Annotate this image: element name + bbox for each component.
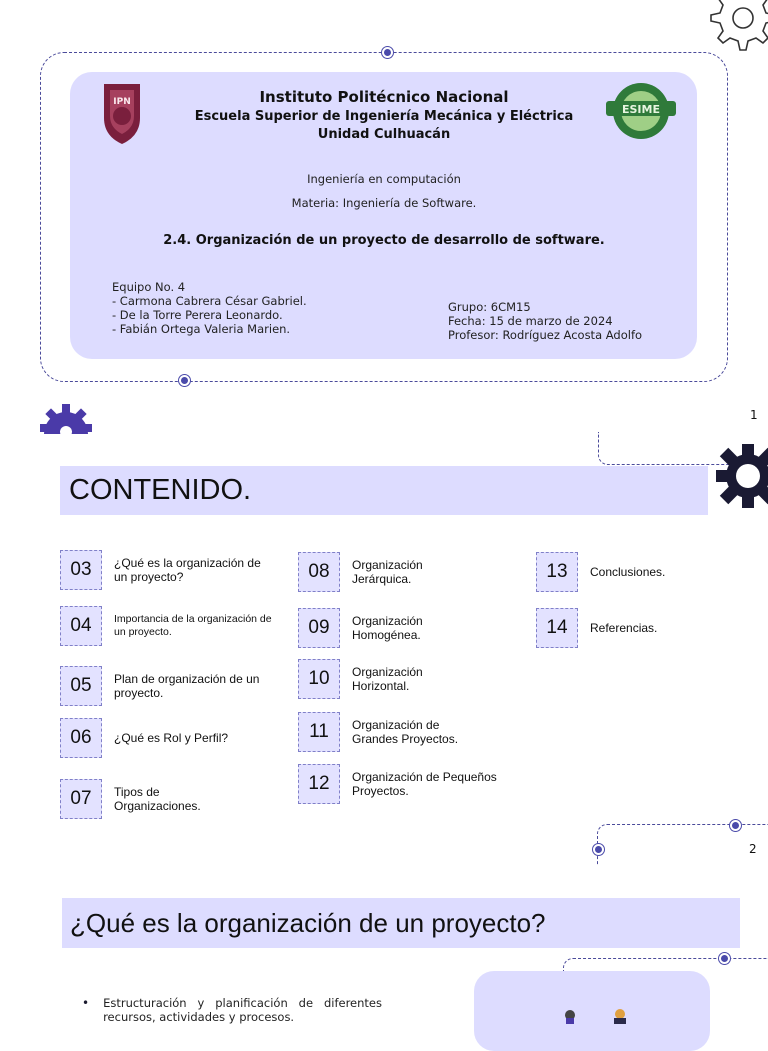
connector-line (597, 824, 768, 865)
svg-text:IPN: IPN (113, 97, 131, 107)
gear-outline-icon (700, 0, 768, 58)
toc-label: Tipos de Organizaciones. (114, 785, 201, 813)
people-illustration (560, 1006, 640, 1024)
info-block (448, 300, 642, 342)
svg-text:ESIME: ESIME (622, 103, 660, 116)
toc-item[interactable] (60, 606, 282, 646)
toc-item[interactable] (536, 552, 700, 592)
toc-label: Organización de Pequeños Proyectos. (352, 770, 497, 798)
toc-label: Organización Homogénea. (352, 614, 423, 642)
toc-label: Referencias. (590, 621, 658, 635)
toc-number: 13 (536, 552, 578, 592)
toc-item[interactable] (298, 608, 462, 648)
toc-number: 10 (298, 659, 340, 699)
toc-item[interactable] (298, 659, 462, 699)
unit-name: Unidad Culhuacán (317, 127, 451, 142)
ipn-logo (98, 80, 146, 146)
toc-number: 08 (298, 552, 340, 592)
toc-item[interactable] (60, 550, 264, 590)
connector-dot (730, 820, 741, 831)
toc-number: 05 (60, 666, 102, 706)
toc-item[interactable] (60, 718, 264, 758)
team-block (112, 280, 307, 336)
toc-item[interactable] (60, 779, 234, 819)
contents-title: CONTENIDO. (69, 474, 252, 506)
toc-number: 06 (60, 718, 102, 758)
toc-number: 03 (60, 550, 102, 590)
bullet-item (82, 996, 382, 1024)
toc-item[interactable] (298, 552, 462, 592)
team-title: Equipo No. 4 (112, 280, 186, 294)
career: Ingeniería en computación (307, 172, 461, 186)
connector-dot (593, 844, 604, 855)
member: - Fabián Ortega Valeria Marien. (112, 322, 291, 336)
toc-number: 07 (60, 779, 102, 819)
member: - Carmona Cabrera César Gabriel. (112, 294, 307, 308)
toc-label: Organización de Grandes Proyectos. (352, 718, 459, 746)
toc-label: ¿Qué es Rol y Perfil? (114, 731, 229, 745)
professor: Profesor: Rodríguez Acosta Adolfo (448, 328, 643, 342)
toc-label: Organización Jerárquica. (352, 558, 423, 586)
school-name: Escuela Superior de Ingeniería Mecánica y Eléctrica (194, 109, 574, 124)
member: - De la Torre Perera Leonardo. (112, 308, 283, 322)
page-number: 1 (750, 408, 758, 422)
toc-number: 12 (298, 764, 340, 804)
toc-number: 14 (536, 608, 578, 648)
toc-item[interactable] (536, 608, 700, 648)
frame-dot (382, 47, 393, 58)
toc-number: 11 (298, 712, 340, 752)
frame-dot (179, 375, 190, 386)
toc-number: 09 (298, 608, 340, 648)
subject: Materia: Ingeniería de Software. (291, 196, 477, 210)
toc-item[interactable] (298, 764, 532, 804)
toc-label: Conclusiones. (590, 565, 666, 579)
date: Fecha: 15 de marzo de 2024 (448, 314, 613, 328)
toc-item[interactable] (298, 712, 482, 752)
toc-item[interactable] (60, 666, 264, 706)
gear-dark-icon (714, 440, 768, 512)
page-number: 2 (749, 842, 757, 856)
gear-icon (38, 402, 94, 436)
toc-label: Organización Horizontal. (352, 665, 423, 693)
connector-dot (719, 953, 730, 964)
institute-name: Instituto Politécnico Nacional (259, 88, 509, 106)
toc-label: ¿Qué es la organización de un proyecto? (114, 556, 261, 584)
bullet-icon: • (82, 996, 90, 1010)
toc-number: 04 (60, 606, 102, 646)
topic-title: 2.4. Organización de un proyecto de desarrollo de software. (163, 233, 605, 248)
bullet-text: Estructuración y planificación de diferentes recursos, actividades y procesos. (103, 996, 382, 1024)
group: Grupo: 6CM15 (448, 300, 531, 314)
section-title: ¿Qué es la organización de un proyecto? (70, 908, 546, 938)
toc-label: Plan de organización de un proyecto. (114, 672, 260, 700)
toc-label: Importancia de la organización de un proyecto. (114, 613, 272, 638)
